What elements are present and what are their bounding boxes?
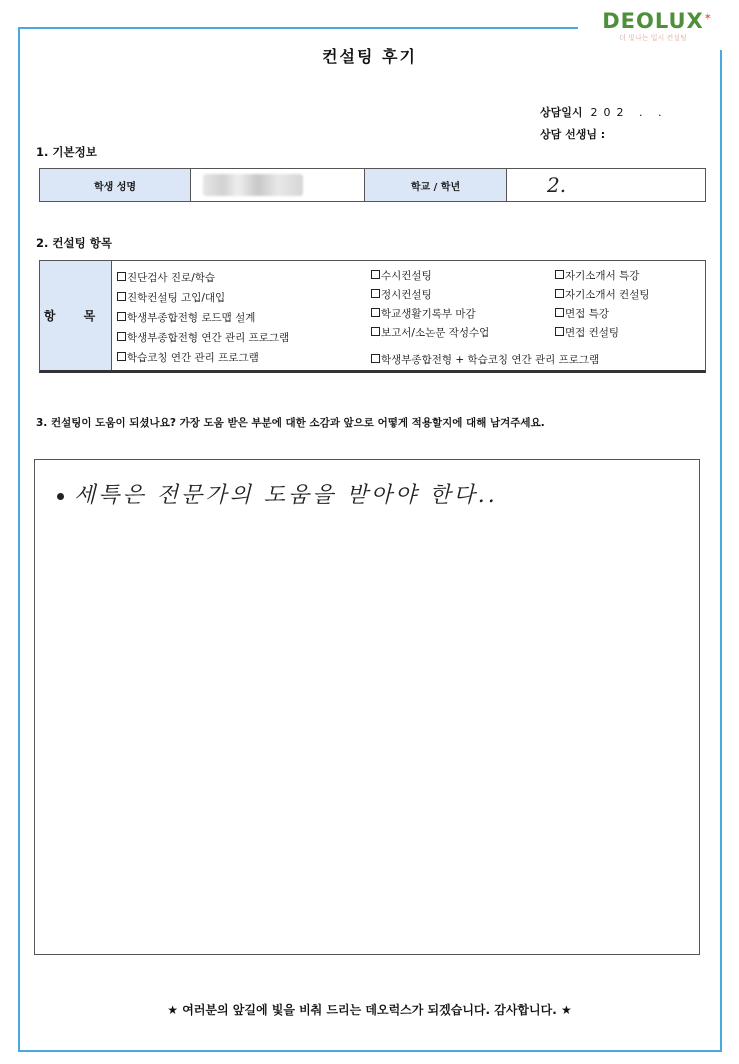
consult-teacher-label: 상담 선생님 : bbox=[540, 128, 606, 141]
option-checkbox[interactable]: 정시컨설팅 bbox=[371, 287, 432, 302]
option-checkbox[interactable]: 학생부종합전형 연간 관리 프로그램 bbox=[117, 330, 289, 345]
basic-info-table bbox=[39, 168, 706, 202]
option-checkbox[interactable]: 수시컨설팅 bbox=[371, 268, 432, 283]
option-checkbox[interactable]: 면접 특강 bbox=[555, 306, 609, 321]
checkbox-icon bbox=[371, 270, 380, 279]
section1-heading: 1. 기본정보 bbox=[36, 145, 97, 159]
option-checkbox[interactable]: 보고서/소논문 작성수업 bbox=[371, 325, 489, 340]
checkbox-icon bbox=[371, 289, 380, 298]
option-checkbox[interactable]: 자기소개서 컨설팅 bbox=[555, 287, 649, 302]
option-checkbox[interactable]: 학교생활기록부 마감 bbox=[371, 306, 476, 321]
checkbox-icon bbox=[555, 270, 564, 279]
consult-date bbox=[540, 104, 668, 120]
consult-teacher bbox=[540, 126, 605, 142]
school-grade-handwriting: 2. bbox=[547, 173, 567, 197]
checkbox-icon bbox=[117, 332, 126, 341]
checkbox-icon bbox=[371, 354, 380, 363]
checkbox-icon bbox=[117, 292, 126, 301]
option-checkbox[interactable]: 학생부종합전형 로드맵 설계 bbox=[117, 310, 255, 325]
checkbox-icon bbox=[117, 272, 126, 281]
consult-date-label: 상담일시 bbox=[540, 106, 583, 119]
option-checkbox[interactable]: 자기소개서 특강 bbox=[555, 268, 639, 283]
checkbox-icon bbox=[117, 352, 126, 361]
page-title: 컨설팅 후기 bbox=[322, 47, 417, 66]
consult-date-value: 202 . . bbox=[590, 106, 668, 119]
bullet-icon bbox=[57, 493, 64, 500]
option-checkbox[interactable]: 진학컨설팅 고입/대입 bbox=[117, 290, 225, 305]
section3-question: 3. 컨설팅이 도움이 되셨나요? 가장 도움 받은 부분에 대한 소감과 앞으로 어떻게 적용할지에 대해 남겨주세요. bbox=[36, 417, 545, 429]
option-checkbox[interactable]: 면접 컨설팅 bbox=[555, 325, 619, 340]
checkbox-icon bbox=[371, 327, 380, 336]
items-header: 항 목 bbox=[40, 261, 112, 370]
redacted-name bbox=[203, 174, 303, 196]
student-name-label: 학생 성명 bbox=[40, 169, 191, 201]
school-grade-label: 학교 / 학년 bbox=[365, 169, 507, 201]
school-grade-value bbox=[507, 169, 705, 201]
checkbox-icon bbox=[555, 327, 564, 336]
checkbox-icon bbox=[117, 312, 126, 321]
option-checkbox[interactable]: 진단검사 진로/학습 bbox=[117, 270, 215, 285]
option-checkbox[interactable]: 학생부종합전형 + 학습코칭 연간 관리 프로그램 bbox=[371, 352, 599, 367]
feedback-answer-box[interactable] bbox=[34, 459, 700, 955]
logo-text: DEOLUX bbox=[602, 9, 704, 33]
handwritten-answer: 세특은 전문가의 도움을 받아야 한다.. bbox=[57, 478, 498, 509]
logo-subtitle: 더 빛나는 입시 컨설팅 bbox=[619, 34, 687, 42]
section2-heading: 2. 컨설팅 항목 bbox=[36, 236, 112, 250]
checkbox-icon bbox=[371, 308, 380, 317]
option-checkbox[interactable]: 학습코칭 연간 관리 프로그램 bbox=[117, 350, 259, 365]
footer-message: ★ 여러분의 앞길에 빛을 비춰 드리는 데오럭스가 되겠습니다. 감사합니다. ★ bbox=[167, 1003, 572, 1017]
star-icon: ✶ bbox=[703, 12, 712, 23]
checkbox-icon bbox=[555, 289, 564, 298]
checkbox-icon bbox=[555, 308, 564, 317]
consulting-items-table bbox=[39, 260, 706, 373]
student-name-value bbox=[191, 169, 365, 201]
